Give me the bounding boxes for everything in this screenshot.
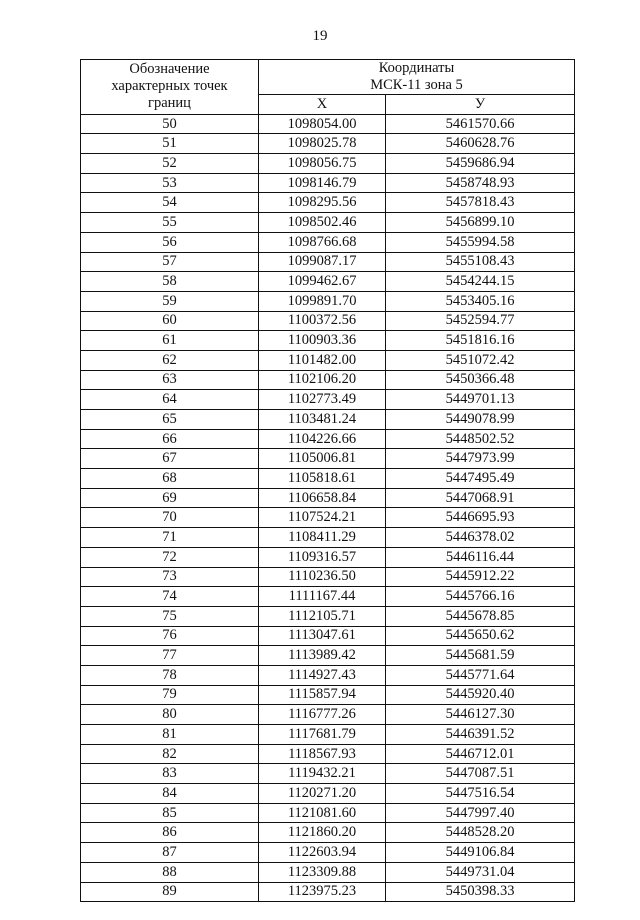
table-row — [81, 488, 575, 508]
point-number-cell: 77 — [81, 646, 259, 666]
x-coordinate-cell: 1099087.17 — [259, 252, 386, 272]
point-number-cell: 61 — [81, 331, 259, 351]
y-coordinate-cell: 5460628.76 — [386, 134, 575, 154]
x-coordinate-cell: 1114927.43 — [259, 665, 386, 685]
table-row — [81, 469, 575, 489]
table-row — [81, 862, 575, 882]
table-row — [81, 626, 575, 646]
x-coordinate-cell: 1106658.84 — [259, 488, 386, 508]
x-coordinate-cell: 1098146.79 — [259, 173, 386, 193]
y-coordinate-cell: 5449731.04 — [386, 862, 575, 882]
y-coordinate-cell: 5445678.85 — [386, 606, 575, 626]
x-coordinate-cell: 1115857.94 — [259, 685, 386, 705]
table-row — [81, 390, 575, 410]
x-coordinate-cell: 1112105.71 — [259, 606, 386, 626]
x-coordinate-cell: 1111167.44 — [259, 587, 386, 607]
point-number-cell: 80 — [81, 705, 259, 725]
y-coordinate-cell: 5445766.16 — [386, 587, 575, 607]
table-row — [81, 350, 575, 370]
x-coordinate-cell: 1102106.20 — [259, 370, 386, 390]
point-number-cell: 54 — [81, 193, 259, 213]
table-row — [81, 410, 575, 430]
x-coordinate-cell: 1098056.75 — [259, 154, 386, 174]
table-row — [81, 272, 575, 292]
y-coordinate-cell: 5446712.01 — [386, 744, 575, 764]
point-number-cell: 85 — [81, 803, 259, 823]
point-number-cell: 63 — [81, 370, 259, 390]
y-coordinate-cell: 5449106.84 — [386, 843, 575, 863]
coordinates-table — [80, 59, 575, 902]
y-coordinate-cell: 5446127.30 — [386, 705, 575, 725]
x-coordinate-cell: 1108411.29 — [259, 528, 386, 548]
point-number-cell: 55 — [81, 213, 259, 233]
x-coordinate-cell: 1099891.70 — [259, 291, 386, 311]
point-number-cell: 53 — [81, 173, 259, 193]
y-coordinate-cell: 5448502.52 — [386, 429, 575, 449]
x-coordinate-cell: 1103481.24 — [259, 410, 386, 430]
point-number-cell: 64 — [81, 390, 259, 410]
y-coordinate-cell: 5445650.62 — [386, 626, 575, 646]
point-label-line: Обозначение — [129, 61, 210, 78]
table-row — [81, 528, 575, 548]
x-coordinate-cell: 1123975.23 — [259, 882, 386, 902]
point-number-cell: 74 — [81, 587, 259, 607]
y-coordinate-cell: 5458748.93 — [386, 173, 575, 193]
point-number-cell: 65 — [81, 410, 259, 430]
y-coordinate-cell: 5445771.64 — [386, 665, 575, 685]
x-coordinate-cell: 1098502.46 — [259, 213, 386, 233]
y-coordinate-cell: 5450398.33 — [386, 882, 575, 902]
point-number-cell: 82 — [81, 744, 259, 764]
table-row — [81, 606, 575, 626]
x-coordinate-cell: 1120271.20 — [259, 784, 386, 804]
x-coordinate-cell: 1117681.79 — [259, 725, 386, 745]
y-coordinate-cell: 5449078.99 — [386, 410, 575, 430]
table-row — [81, 567, 575, 587]
x-coordinate-cell: 1123309.88 — [259, 862, 386, 882]
x-coordinate-cell: 1122603.94 — [259, 843, 386, 863]
table-row — [81, 587, 575, 607]
y-coordinate-cell: 5451816.16 — [386, 331, 575, 351]
x-coordinate-cell: 1100903.36 — [259, 331, 386, 351]
y-coordinate-cell: 5450366.48 — [386, 370, 575, 390]
table-row — [81, 547, 575, 567]
table-row — [81, 154, 575, 174]
y-coordinate-cell: 5445912.22 — [386, 567, 575, 587]
point-number-cell: 88 — [81, 862, 259, 882]
table-row — [81, 311, 575, 331]
point-number-cell: 56 — [81, 232, 259, 252]
point-number-cell: 73 — [81, 567, 259, 587]
table-row — [81, 232, 575, 252]
x-coordinate-cell: 1098766.68 — [259, 232, 386, 252]
point-number-cell: 67 — [81, 449, 259, 469]
x-coordinate-cell: 1109316.57 — [259, 547, 386, 567]
x-coordinate-cell: 1100372.56 — [259, 311, 386, 331]
point-number-cell: 57 — [81, 252, 259, 272]
table-row — [81, 685, 575, 705]
point-number-cell: 75 — [81, 606, 259, 626]
table-row — [81, 744, 575, 764]
table-row — [81, 764, 575, 784]
y-coordinate-cell: 5446391.52 — [386, 725, 575, 745]
y-coordinate-cell: 5457818.43 — [386, 193, 575, 213]
point-number-cell: 50 — [81, 114, 259, 134]
point-number-cell: 81 — [81, 725, 259, 745]
point-number-cell: 58 — [81, 272, 259, 292]
table-row — [81, 134, 575, 154]
point-number-cell: 66 — [81, 429, 259, 449]
point-number-cell: 62 — [81, 350, 259, 370]
point-number-cell: 83 — [81, 764, 259, 784]
x-coordinate-cell: 1104226.66 — [259, 429, 386, 449]
y-coordinate-cell: 5461570.66 — [386, 114, 575, 134]
y-coordinate-cell: 5455108.43 — [386, 252, 575, 272]
x-coordinate-cell: 1101482.00 — [259, 350, 386, 370]
x-coordinate-cell: 1113047.61 — [259, 626, 386, 646]
x-coordinate-cell: 1102773.49 — [259, 390, 386, 410]
point-number-cell: 59 — [81, 291, 259, 311]
y-coordinate-cell: 5446116.44 — [386, 547, 575, 567]
point-label-line: характерных точек — [111, 78, 228, 95]
point-number-cell: 60 — [81, 311, 259, 331]
x-coordinate-cell: 1121081.60 — [259, 803, 386, 823]
y-column-header: У — [386, 95, 575, 115]
y-coordinate-cell: 5452594.77 — [386, 311, 575, 331]
x-coordinate-cell: 1118567.93 — [259, 744, 386, 764]
point-number-cell: 68 — [81, 469, 259, 489]
point-number-cell: 51 — [81, 134, 259, 154]
table-row — [81, 508, 575, 528]
coords-title-line: МСК-11 зона 5 — [370, 77, 463, 93]
x-coordinate-cell: 1116777.26 — [259, 705, 386, 725]
point-number-cell: 76 — [81, 626, 259, 646]
y-coordinate-cell: 5445681.59 — [386, 646, 575, 666]
y-coordinate-cell: 5451072.42 — [386, 350, 575, 370]
x-column-header: X — [259, 95, 386, 115]
x-coordinate-cell: 1105006.81 — [259, 449, 386, 469]
y-coordinate-cell: 5448528.20 — [386, 823, 575, 843]
table-row — [81, 646, 575, 666]
y-coordinate-cell: 5453405.16 — [386, 291, 575, 311]
table-row — [81, 843, 575, 863]
x-coordinate-cell: 1110236.50 — [259, 567, 386, 587]
table-row — [81, 252, 575, 272]
table-row — [81, 193, 575, 213]
point-number-cell: 89 — [81, 882, 259, 902]
point-number-cell: 79 — [81, 685, 259, 705]
table-row — [81, 429, 575, 449]
y-coordinate-cell: 5459686.94 — [386, 154, 575, 174]
y-coordinate-cell: 5447087.51 — [386, 764, 575, 784]
point-number-cell: 70 — [81, 508, 259, 528]
table-row — [81, 803, 575, 823]
point-number-cell: 86 — [81, 823, 259, 843]
table-row — [81, 784, 575, 804]
y-coordinate-cell: 5447068.91 — [386, 488, 575, 508]
table-row — [81, 213, 575, 233]
y-coordinate-cell: 5447516.54 — [386, 784, 575, 804]
table-row — [81, 882, 575, 902]
y-coordinate-cell: 5445920.40 — [386, 685, 575, 705]
x-coordinate-cell: 1107524.21 — [259, 508, 386, 528]
y-coordinate-cell: 5455994.58 — [386, 232, 575, 252]
y-coordinate-cell: 5454244.15 — [386, 272, 575, 292]
y-coordinate-cell: 5447495.49 — [386, 469, 575, 489]
point-label-line: границ — [148, 95, 191, 112]
point-number-cell: 72 — [81, 547, 259, 567]
table-row — [81, 449, 575, 469]
x-coordinate-cell: 1099462.67 — [259, 272, 386, 292]
point-label-header — [81, 60, 259, 115]
table-row — [81, 291, 575, 311]
table-row — [81, 705, 575, 725]
point-number-cell: 84 — [81, 784, 259, 804]
table-row — [81, 331, 575, 351]
x-coordinate-cell: 1121860.20 — [259, 823, 386, 843]
x-coordinate-cell: 1098025.78 — [259, 134, 386, 154]
y-coordinate-cell: 5456899.10 — [386, 213, 575, 233]
y-coordinate-cell: 5446378.02 — [386, 528, 575, 548]
table-row — [81, 725, 575, 745]
table-row — [81, 665, 575, 685]
point-number-cell: 52 — [81, 154, 259, 174]
x-coordinate-cell: 1113989.42 — [259, 646, 386, 666]
page-number: 19 — [312, 28, 328, 44]
point-number-cell: 87 — [81, 843, 259, 863]
y-coordinate-cell: 5447997.40 — [386, 803, 575, 823]
x-coordinate-cell: 1119432.21 — [259, 764, 386, 784]
coords-title-header — [259, 60, 575, 95]
x-coordinate-cell: 1105818.61 — [259, 469, 386, 489]
y-coordinate-cell: 5449701.13 — [386, 390, 575, 410]
table-row — [81, 173, 575, 193]
y-coordinate-cell: 5446695.93 — [386, 508, 575, 528]
table-header — [81, 60, 575, 115]
table-row — [81, 114, 575, 134]
table-body — [81, 114, 575, 902]
table-row — [81, 823, 575, 843]
y-coordinate-cell: 5447973.99 — [386, 449, 575, 469]
coords-title-line: Координаты — [378, 60, 455, 76]
x-coordinate-cell: 1098295.56 — [259, 193, 386, 213]
point-number-cell: 71 — [81, 528, 259, 548]
table-row — [81, 370, 575, 390]
point-number-cell: 69 — [81, 488, 259, 508]
x-coordinate-cell: 1098054.00 — [259, 114, 386, 134]
point-number-cell: 78 — [81, 665, 259, 685]
